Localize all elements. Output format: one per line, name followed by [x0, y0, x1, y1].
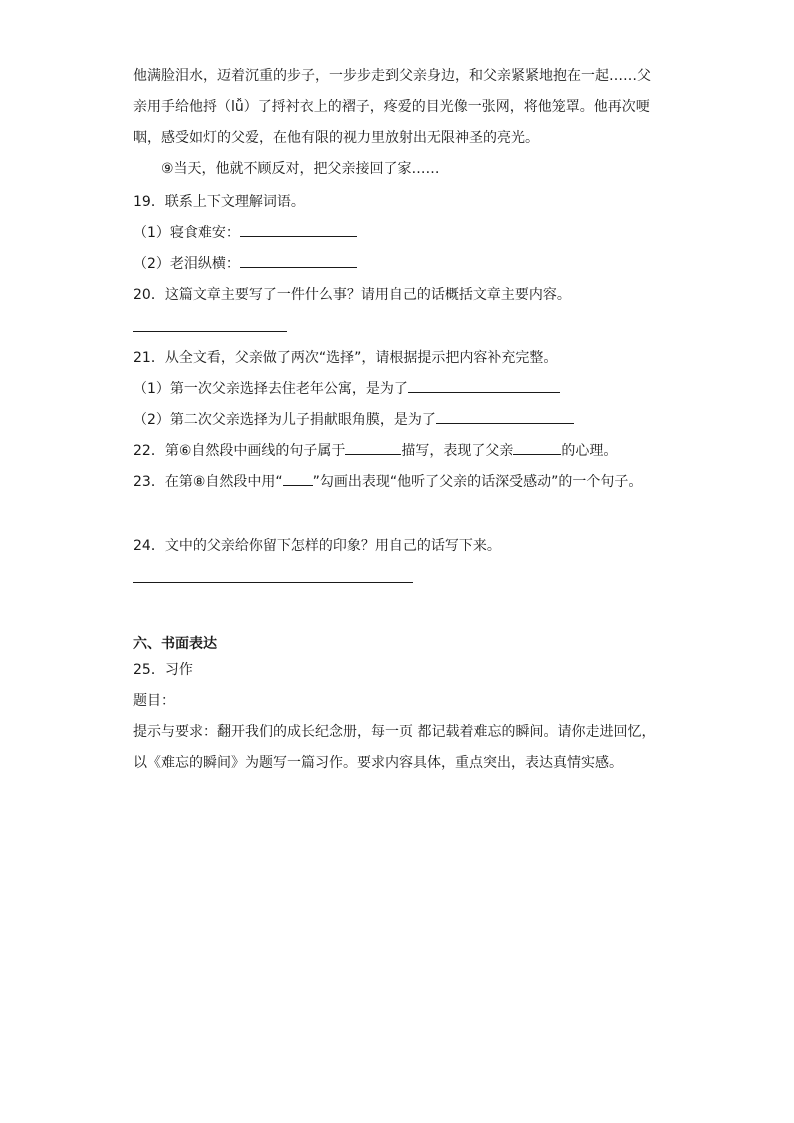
question-21-item-1 [133, 380, 560, 398]
answer-line-20[interactable] [133, 331, 287, 332]
question-22-part-1: 22．第⑥自然段中画线的句子属于 [133, 443, 346, 459]
answer-blank-21-1[interactable] [408, 392, 560, 393]
question-22-part-2: 描写，表现了父亲 [401, 443, 514, 459]
passage-line-3: 咽，感受如灯的父爱，在他有限的视力里放射出无限神圣的亮光。 [133, 130, 539, 146]
section-heading: 六、书面表达 [133, 636, 217, 652]
question-23-part-1: 23．在第⑧自然段中用“ [133, 474, 283, 490]
answer-blank-19-2[interactable] [240, 267, 357, 268]
question-21-item-2-label: （2）第二次父亲选择为儿子捐献眼角膜，是为了 [133, 412, 436, 428]
passage-line-2: 亲用手给他捋（lǚ）了捋衬衣上的褶子，疼爱的目光像一张网，将他笼罩。他再次哽 [133, 99, 650, 115]
question-24-title: 24．文中的父亲给你留下怎样的印象？用自己的话写下来。 [133, 538, 501, 554]
question-21-item-1-label: （1）第一次父亲选择去住老年公寓，是为了 [133, 381, 408, 397]
question-23-part-2: ”勾画出表现“他听了父亲的话深受感动”的一个句子。 [312, 474, 643, 490]
question-22 [133, 442, 617, 460]
question-19-item-2 [133, 255, 357, 273]
question-19-item-1 [133, 224, 357, 242]
answer-line-24[interactable] [133, 582, 413, 583]
question-19-item-1-label: （1）寝食难安： [133, 225, 240, 241]
composition-requirement-line-1: 提示与要求：翻开我们的成长纪念册，每一页 都记载着难忘的瞬间。请你走进回忆， [133, 724, 656, 740]
question-25-title: 25．习作 [133, 662, 193, 678]
question-21-item-2 [133, 411, 574, 429]
answer-blank-19-1[interactable] [240, 236, 357, 237]
question-19-item-2-label: （2）老泪纵横： [133, 256, 240, 272]
answer-blank-21-2[interactable] [436, 423, 574, 424]
passage-line-1: 他满脸泪水，迈着沉重的步子，一步步走到父亲身边，和父亲紧紧地抱在一起……父 [133, 68, 651, 84]
question-22-part-3: 的心理。 [561, 443, 618, 459]
question-23 [133, 473, 642, 491]
composition-requirement-line-2: 以《难忘的瞬间》为题写一篇习作。要求内容具体，重点突出，表达真情实感。 [133, 755, 623, 771]
underline-mark-sample [283, 485, 313, 486]
question-21-title: 21．从全文看，父亲做了两次“选择”，请根据提示把内容补充完整。 [133, 350, 558, 366]
composition-topic-label: 题目： [133, 693, 175, 709]
answer-blank-22-2[interactable] [513, 454, 561, 455]
question-20-title: 20．这篇文章主要写了一件什么事？请用自己的话概括文章主要内容。 [133, 287, 571, 303]
passage-line-4: ⑨当天，他就不顾反对，把父亲接回了家…… [161, 161, 440, 177]
answer-blank-22-1[interactable] [345, 454, 401, 455]
question-19-title: 19．联系上下文理解词语。 [133, 194, 305, 210]
